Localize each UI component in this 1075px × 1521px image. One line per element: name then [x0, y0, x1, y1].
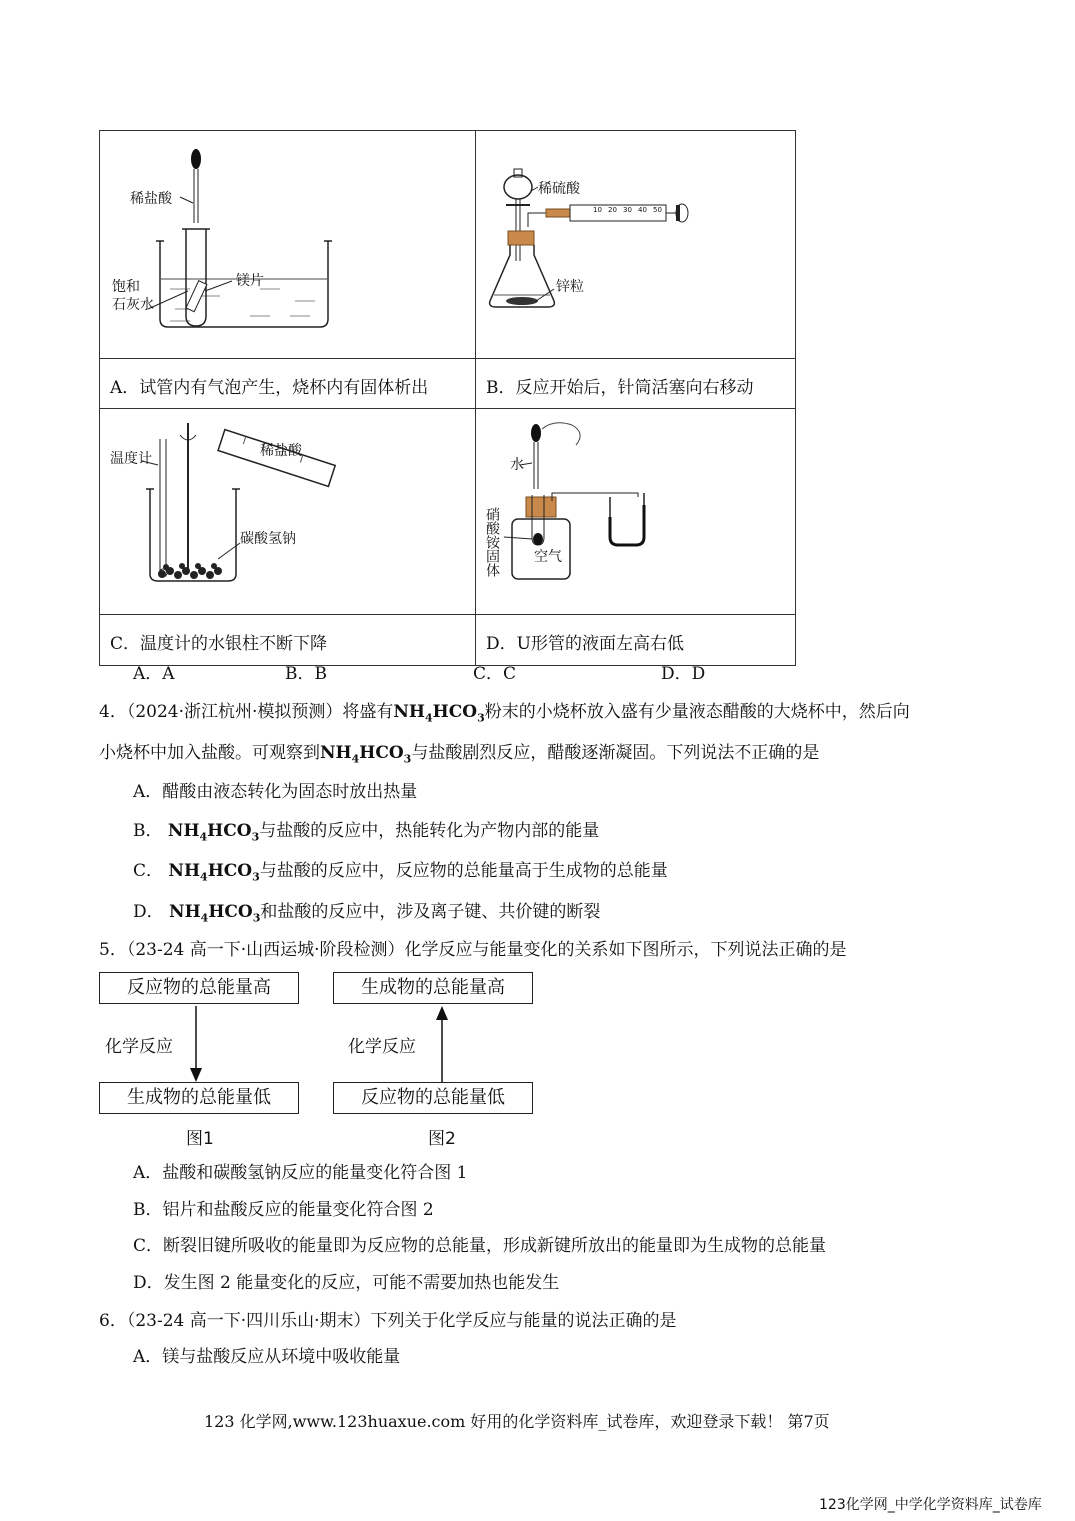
q5-stem: 5．（23-24 高一下·山西运城·阶段检测）化学反应与能量变化的关系如下图所示，下列说法正确的是	[99, 940, 847, 960]
apparatus-b-diagram	[476, 131, 795, 353]
svg-text:30: 30	[623, 206, 632, 214]
cell-d-caption	[476, 615, 796, 666]
option-b-caption: B．反应开始后，针筒活塞向右移动	[486, 378, 754, 398]
cell-c-figure	[100, 409, 476, 615]
label-mg-strip: 镁片	[236, 273, 264, 289]
q4-option-a: A．醋酸由液态转化为固态时放出热量	[133, 782, 418, 802]
label-nahco3: 碳酸氢钠	[240, 531, 296, 547]
apparatus-d-diagram	[476, 409, 795, 609]
cell-a-caption	[100, 359, 476, 409]
label-dilute-hcl: 稀盐酸	[130, 191, 172, 207]
q4-stem-line2: 小烧杯中加入盐酸。可观察到$NH_4HCO_3$与盐酸剧烈反应，醋酸逐渐凝固。下列说法不正确的是	[99, 743, 820, 766]
label-water: 水	[510, 457, 524, 473]
q6-option-a: A．镁与盐酸反应从环境中吸收能量	[133, 1347, 401, 1367]
fig1-caption: 图1	[186, 1129, 214, 1149]
q3-choice-a: A．A	[133, 664, 175, 684]
option-c-caption: C．温度计的水银柱不断下降	[110, 634, 328, 654]
fig2-up-arrow	[432, 1006, 452, 1082]
cell-c-caption	[100, 615, 476, 666]
option-d-caption: D．U形管的液面左高右低	[486, 634, 684, 654]
label-thermometer: 温度计	[110, 451, 152, 467]
svg-text:20: 20	[608, 206, 617, 214]
label-dilute-hcl-c: 稀盐酸	[260, 443, 302, 459]
q3-choice-b: B．B	[285, 664, 327, 684]
label-zinc: 锌粒	[556, 279, 584, 295]
apparatus-a-diagram	[100, 131, 475, 353]
page-footer: 123 化学网,www.123huaxue.com 好用的化学资料库_试卷库，欢迎登录下载！ 第7页	[204, 1412, 830, 1431]
q5-option-d: D．发生图 2 能量变化的反应，可能不需要加热也能发生	[133, 1273, 560, 1293]
cell-b-figure	[476, 131, 796, 359]
label-limewater: 石灰水	[112, 297, 154, 313]
q3-choice-d: D．D	[661, 664, 706, 684]
option-a-caption: A．试管内有气泡产生，烧杯内有固体析出	[110, 378, 429, 398]
cell-d-figure	[476, 409, 796, 615]
svg-text:40: 40	[638, 206, 647, 214]
fig2-bottom-box: 反应物的总能量低	[333, 1082, 533, 1114]
q5-option-a: A．盐酸和碳酸氢钠反应的能量变化符合图 1	[133, 1163, 468, 1183]
q4-option-d: D． $NH_4HCO_3$和盐酸的反应中，涉及离子键、共价键的断裂	[133, 902, 601, 925]
fig2-caption: 图2	[428, 1129, 456, 1149]
apparatus-c-diagram	[100, 409, 475, 609]
label-dilute-h2so4: 稀硫酸	[538, 181, 580, 197]
fig2-top-box: 生成物的总能量高	[333, 972, 533, 1004]
cell-b-caption	[476, 359, 796, 409]
fig1-arrow-label: 化学反应	[105, 1037, 173, 1057]
cell-a-figure	[100, 131, 476, 359]
q4-option-b: B． $NH_4HCO_3$与盐酸的反应中，热能转化为产物内部的能量	[133, 821, 600, 844]
q3-choice-c: C．C	[473, 664, 517, 684]
label-saturated: 饱和	[112, 279, 140, 295]
fig1-bottom-box: 生成物的总能量低	[99, 1082, 299, 1114]
fig2-arrow-label: 化学反应	[348, 1037, 416, 1057]
q4-stem-line1: 4．（2024·浙江杭州·模拟预测）将盛有$NH_4HCO_3$粉末的小烧杯放入盛有少量液态醋酸的大烧杯中，然后向	[99, 702, 910, 725]
q5-option-b: B．铝片和盐酸反应的能量变化符合图 2	[133, 1200, 434, 1220]
svg-text:10: 10	[593, 206, 602, 214]
label-nh4no3-solid: 硝酸铵固体	[484, 507, 500, 577]
watermark-text: 123化学网_中学化学资料库_试卷库	[819, 1497, 1042, 1513]
label-air: 空气	[534, 549, 562, 565]
q3-figure-table	[99, 130, 796, 666]
chem-nh4hco3: $NH_4HCO_3$	[320, 743, 412, 766]
fig1-top-box: 反应物的总能量高	[99, 972, 299, 1004]
q6-stem: 6．（23-24 高一下·四川乐山·期末）下列关于化学反应与能量的说法正确的是	[99, 1311, 677, 1331]
fig1-down-arrow	[186, 1006, 206, 1082]
q4-option-c: C． $NH_4HCO_3$与盐酸的反应中，反应物的总能量高于生成物的总能量	[133, 861, 668, 884]
svg-text:50: 50	[653, 206, 662, 214]
chem-nh4hco3: $NH_4HCO_3$	[393, 702, 485, 725]
q5-option-c: C．断裂旧键所吸收的能量即为反应物的总能量，形成新键所放出的能量即为生成物的总能量	[133, 1236, 827, 1256]
